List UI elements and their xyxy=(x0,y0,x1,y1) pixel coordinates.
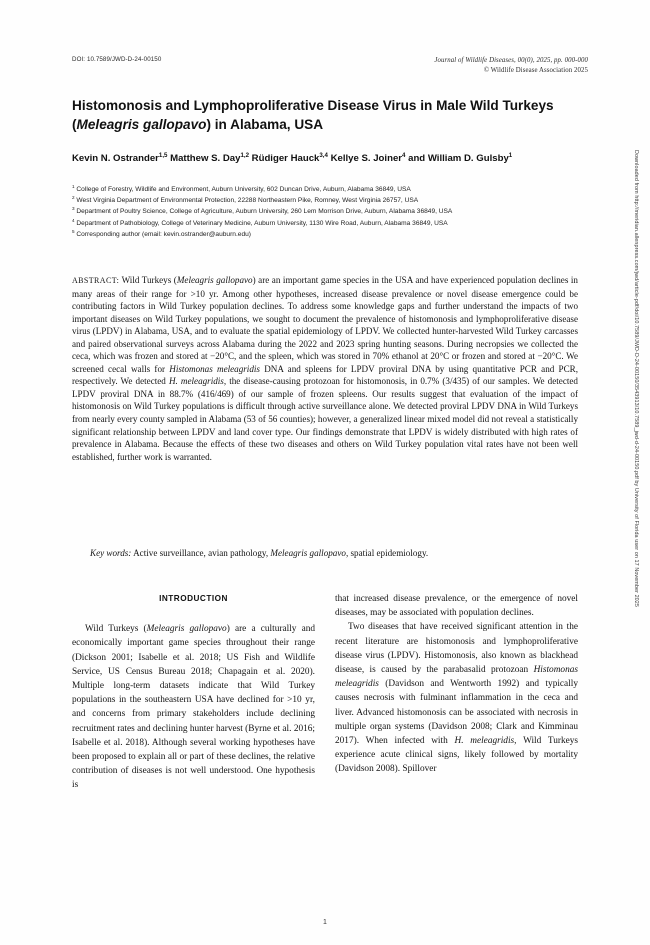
affiliation-item-corresponding xyxy=(72,229,580,240)
affiliation-item xyxy=(72,195,580,206)
affiliation-item xyxy=(72,206,580,217)
affiliation-list xyxy=(72,184,580,240)
affiliation-marker: 1 xyxy=(72,183,75,189)
keywords xyxy=(72,547,578,560)
author-name: Rüdiger Hauck xyxy=(251,153,320,164)
author-name: Kellye S. Joiner xyxy=(330,153,403,164)
author-affil-marker: 4 xyxy=(402,151,406,159)
affiliation-marker: 2 xyxy=(72,195,75,201)
abstract-text-2: ) are an important game species in the USA and have experienced population declines in many areas of their range for >10 yr. Among other hypotheses, increased disease prevalence or novel disease emergence could be contributing factors in Wild Turkey population declines. To address some knowledge gaps and further understand the impacts of two important diseases on Wild Turkey populations, we sought to document the prevalence of histomonosis and lymphoproliferative disease virus (LPDV) in Alabama, USA, and to evaluate the spatial epidemiology of LPDV. We collected hunter-harvested Wild Turkey carcasses and paired observational surveys across Alabama during the 2022 and 2023 spring hunting seasons. During necropsies we collected the ceca, which was frozen and stored at −20°C, and the spleen, which was stored in 70% ethanol at 20°C or frozen and stored at −20°C. We screened cecal walls for xyxy=(72,275,578,374)
running-head xyxy=(72,56,588,82)
title-segment-2: ) in Alabama, USA xyxy=(206,117,324,132)
keywords-text-2: , spatial epidemiology. xyxy=(345,548,429,558)
author-affil-marker: 1,5 xyxy=(158,151,168,159)
keywords-species: Meleagris gallopavo xyxy=(270,548,346,558)
body-column-right xyxy=(335,592,578,777)
paragraph-text-3: , Wild Turkeys experience acute clinical signs, likely followed by mortality (Davidson 2008). Spillover xyxy=(335,736,578,775)
paragraph-species-1: Histomonas meleagridis xyxy=(335,665,578,690)
journal-reference xyxy=(434,56,588,75)
article-title xyxy=(72,96,572,134)
paragraph-text-1: Wild Turkeys ( xyxy=(85,624,147,635)
keywords-text-1: Active surveillance, avian pathology, xyxy=(131,548,271,558)
doi-line: DOI: 10.7589/JWD-D-24-00150 xyxy=(72,56,162,63)
abstract-species-3: H. meleagridis xyxy=(168,376,224,387)
corresponding-author-text: Corresponding author (email: kevin.ostrander@auburn.edu) xyxy=(76,230,251,238)
affiliation-text: West Virginia Department of Environmental Protection, 22288 Northeastern Pike, Romney, West Virginia 26757, USA xyxy=(76,197,419,205)
page-number: 1 xyxy=(323,919,327,926)
section-heading-introduction: INTRODUCTION xyxy=(159,594,228,603)
download-provenance-text: Downloaded from http://meridian.allenpress.com/jwd/article-pdf/doi/10.7589/JWD-D-24-00150/3543913/10.7589_jwd-d-24-00150.pdf by University of Florida user on 17 November 2025 xyxy=(633,150,639,607)
abstract xyxy=(72,274,578,463)
paragraph xyxy=(335,620,578,776)
copyright-line: © Wildlife Disease Association 2025 xyxy=(483,66,588,74)
abstract-text-3: DNA and spleens for LPDV proviral DNA by using quantitative PCR and PCR, respectively. We detected xyxy=(72,363,579,387)
author-affil-marker: 3,4 xyxy=(319,151,328,159)
affiliation-marker: 3 xyxy=(72,206,75,212)
affiliation-marker: 4 xyxy=(72,217,75,223)
journal-citation: Journal of Wildlife Diseases, 00(0), 2025, pp. 000-000 xyxy=(434,57,588,64)
title-segment-1: Histomonosis and Lymphoproliferative Disease Virus in Male Wild Turkeys ( xyxy=(72,98,554,132)
affiliation-marker: 5 xyxy=(72,228,75,234)
abstract-label: ABSTRACT: xyxy=(72,276,120,285)
keywords-label: Key words: xyxy=(90,548,132,558)
paragraph-text-2: (Davidson and Wentworth 1992) and typically causes necrosis with fulminant inflammation in the ceca and liver. Advanced histomonosis can be associated with necrosis in multiple organ systems (Davidson 2008; Clark and Kimminau 2017). When infected with xyxy=(335,679,578,747)
paragraph-species-2: H. meleagridis xyxy=(454,736,515,747)
download-provenance-stamp xyxy=(628,150,644,790)
affiliation-item xyxy=(72,184,580,195)
author-list xyxy=(72,152,577,166)
paragraph: that increased disease prevalence, or the emergence of novel diseases, may be associated with population declines. xyxy=(335,594,578,619)
author-name: and William D. Gulsby xyxy=(408,153,509,164)
paragraph xyxy=(72,622,315,792)
author-affil-marker: 1 xyxy=(508,151,513,159)
abstract-species-1: Meleagris gallopavo xyxy=(176,275,253,285)
paragraph-text-2: ) are a culturally and economically important game species throughout their range (Dickson 2001; Isabelle et al. 2018; US Fish and Wildlife Service, US Census Bureau 2018; Chapagain et al. 2020). Multiple long-term datasets indicate that Wild Turkey populations in the southeastern USA have declined for >10 yr, and concerns from primary stakeholders include declining recruitment rates and declining hunter harvest (Byrne et al. 2016; Isabelle et al. 2018). Although several working hypotheses have been proposed to explain all or part of these declines, the relative contribution of diseases is not well understood. One hypothesis is xyxy=(72,624,315,791)
affiliation-item xyxy=(72,218,580,229)
abstract-species-2: Histomonas meleagridis xyxy=(169,363,260,374)
affiliation-text: Department of Pathobiology, College of Veterinary Medicine, Auburn University, 1130 Wire Road, Auburn, Alabama 36849, USA xyxy=(76,219,448,227)
author-affil-marker: 1,2 xyxy=(240,151,249,159)
paragraph-text-1: Two diseases that have received significant attention in the recent literature are histomonosis and lymphoproliferative disease virus (LPDV). Histomonosis, also known as blackhead disease, is caused by the parabasalid protozoan xyxy=(335,622,578,676)
affiliation-text: College of Forestry, Wildlife and Environment, Auburn University, 602 Duncan Drive, Auburn, Alabama 36849, USA xyxy=(76,186,411,193)
affiliation-text: Department of Poultry Science, College of Agriculture, Auburn University, 260 Lem Morrison Drive, Auburn, Alabama 36849, USA xyxy=(76,208,453,216)
author-name: Kevin N. Ostrander xyxy=(72,153,159,164)
title-species-name: Meleagris gallopavo xyxy=(76,117,207,132)
abstract-text-1: Wild Turkeys ( xyxy=(119,275,177,285)
body-column-left xyxy=(72,592,315,793)
author-name: Matthew S. Day xyxy=(170,153,241,164)
paragraph-species: Meleagris gallopavo xyxy=(146,624,227,635)
abstract-text-4: , the disease-causing protozoan for histomonosis, in 0.7% (3/435) of our samples. We detected LPDV proviral DNA in 88.7% (416/469) of our sample of frozen spleens. Our results suggest that evaluation of the impact of histomonosis on Wild Turkey populations is difficult through active surveillance alone. We detected proviral LPDV DNA in Wild Turkeys from nearly every county sampled in Alabama (53 of 56 counties); however, a generalized linear mixed model did not reveal a statistically significant relationship between LPDV and land cover type. Our findings demonstrate that LPDV is widely distributed with high rates of prevalence in Alabama. Because the effects of these two diseases and others on Wild Turkey population vital rates have not been well established, further work is warranted. xyxy=(72,376,578,462)
